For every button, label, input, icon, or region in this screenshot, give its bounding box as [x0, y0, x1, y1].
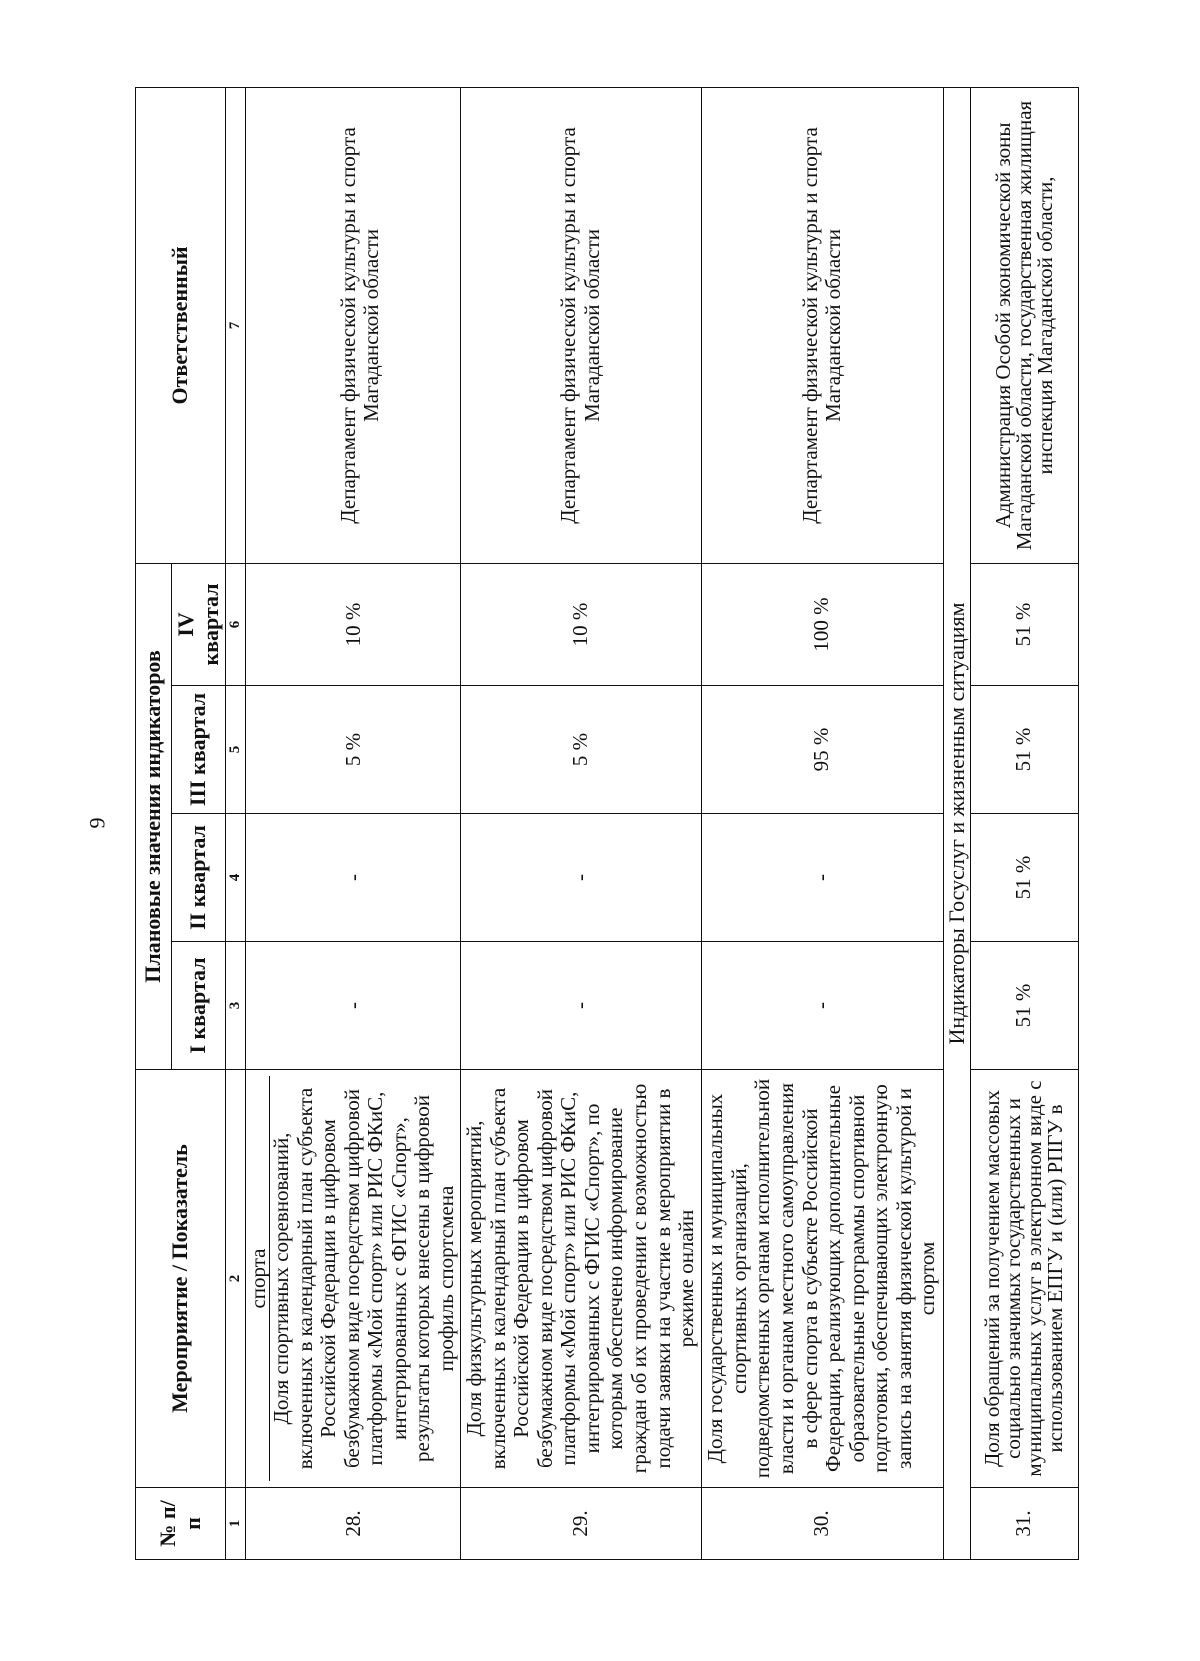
- rotated-page-content: [135, 88, 1068, 1560]
- q1-value: -: [701, 942, 943, 1070]
- column-number: 3: [226, 942, 246, 1070]
- event-name: Доля спортивных соревнований, включенных в календарный план субъекта Российской Федерации в цифровом безбумажном виде посредством цифровой платформы «Мой спорт» или РИС ФКиС, интегрированных с ФГИС «Спорт», результаты которых внесены в цифровой профиль спортсмена: [269, 1087, 458, 1470]
- event-name: Доля физкультурных мероприятий, включенных в календарный план субъекта Российской Федерации в цифровом безбумажном виде посредством цифровой платформы «Мой спорт» или РИС ФКиС, интегрированных с ФГИС «Спорт», по которым обеспечено информирование граждан об их проведении с возможностью подачи заявки на участие в мероприятии в режиме онлайн: [461, 1070, 701, 1488]
- column-number: 7: [226, 87, 246, 563]
- header-row-top: [136, 87, 172, 1559]
- header-responsible: Ответственный: [136, 87, 226, 563]
- q2-value: 51 %: [970, 814, 1078, 942]
- row-number: 31.: [970, 1488, 1078, 1560]
- q3-value: 51 %: [970, 686, 1078, 814]
- row-number: 30.: [701, 1488, 943, 1560]
- responsible-name: Департамент физической культуры и спорта Магаданской области: [461, 87, 701, 563]
- column-number: 5: [226, 686, 246, 814]
- q2-value: -: [246, 814, 461, 942]
- page-number: 9: [84, 817, 110, 829]
- q3-value: 5 %: [461, 686, 701, 814]
- column-number: 1: [226, 1488, 246, 1560]
- column-number: 2: [226, 1070, 246, 1488]
- q1-value: -: [246, 942, 461, 1070]
- responsible-name: Департамент физической культуры и спорта Магаданской области: [701, 87, 943, 563]
- header-q3: III квартал: [172, 686, 226, 814]
- header-event: Мероприятие / Показатель: [136, 1070, 226, 1488]
- q4-value: 10 %: [246, 563, 461, 685]
- table-row: [246, 87, 461, 1559]
- column-number: 6: [226, 563, 246, 685]
- header-q1: I квартал: [172, 942, 226, 1070]
- indicators-table: [135, 87, 1079, 1560]
- q3-value: 95 %: [701, 686, 943, 814]
- continuation-blank: [323, 94, 337, 557]
- q4-value: 10 %: [461, 563, 701, 685]
- table-row: [970, 87, 1078, 1559]
- table-row: [701, 87, 943, 1559]
- header-q4: IV квартал: [172, 563, 226, 685]
- responsible-name: Администрация Особой экономической зоны Магаданской области, государственная жилищная инспекция Магаданской области,: [970, 87, 1078, 563]
- event-name: Доля обращений за получением массовых социально значимых государственных и муниципальных услуг в электронном виде с использованием ЕПГУ и (или) РПГУ в: [970, 1070, 1078, 1488]
- event-cell: [246, 1070, 461, 1488]
- q3-value: 5 %: [246, 686, 461, 814]
- responsible-name: Департамент физической культуры и спорта Магаданской области: [335, 127, 384, 524]
- table-row: [461, 87, 701, 1559]
- q4-value: 100 %: [701, 563, 943, 685]
- column-number: 4: [226, 814, 246, 942]
- column-number-row: [226, 87, 246, 1559]
- header-plan: Плановые значения индикаторов: [136, 563, 172, 1069]
- q2-value: -: [701, 814, 943, 942]
- q2-value: -: [461, 814, 701, 942]
- responsible-cell: [246, 87, 461, 563]
- event-name: Доля государственных и муниципальных спортивных организаций, подведомственных органам исполнительной власти и органам местного самоуправления в сфере спорта в субъекте Российской Федерации, реализующих дополнительные образовательные программы спортивной подготовки, обеспечивающих электронную запись на занятия физической культурой и спортом: [701, 1070, 943, 1488]
- q4-value: 51 %: [970, 563, 1078, 685]
- header-num: № п/п: [136, 1488, 226, 1560]
- section-title: Индикаторы Госуслуг и жизненным ситуациям: [943, 87, 970, 1559]
- continuation-text: спорта: [248, 1076, 270, 1481]
- row-number: 28.: [246, 1488, 461, 1560]
- row-number: 29.: [461, 1488, 701, 1560]
- q1-value: 51 %: [970, 942, 1078, 1070]
- section-row: [943, 87, 970, 1559]
- header-q2: II квартал: [172, 814, 226, 942]
- q1-value: -: [461, 942, 701, 1070]
